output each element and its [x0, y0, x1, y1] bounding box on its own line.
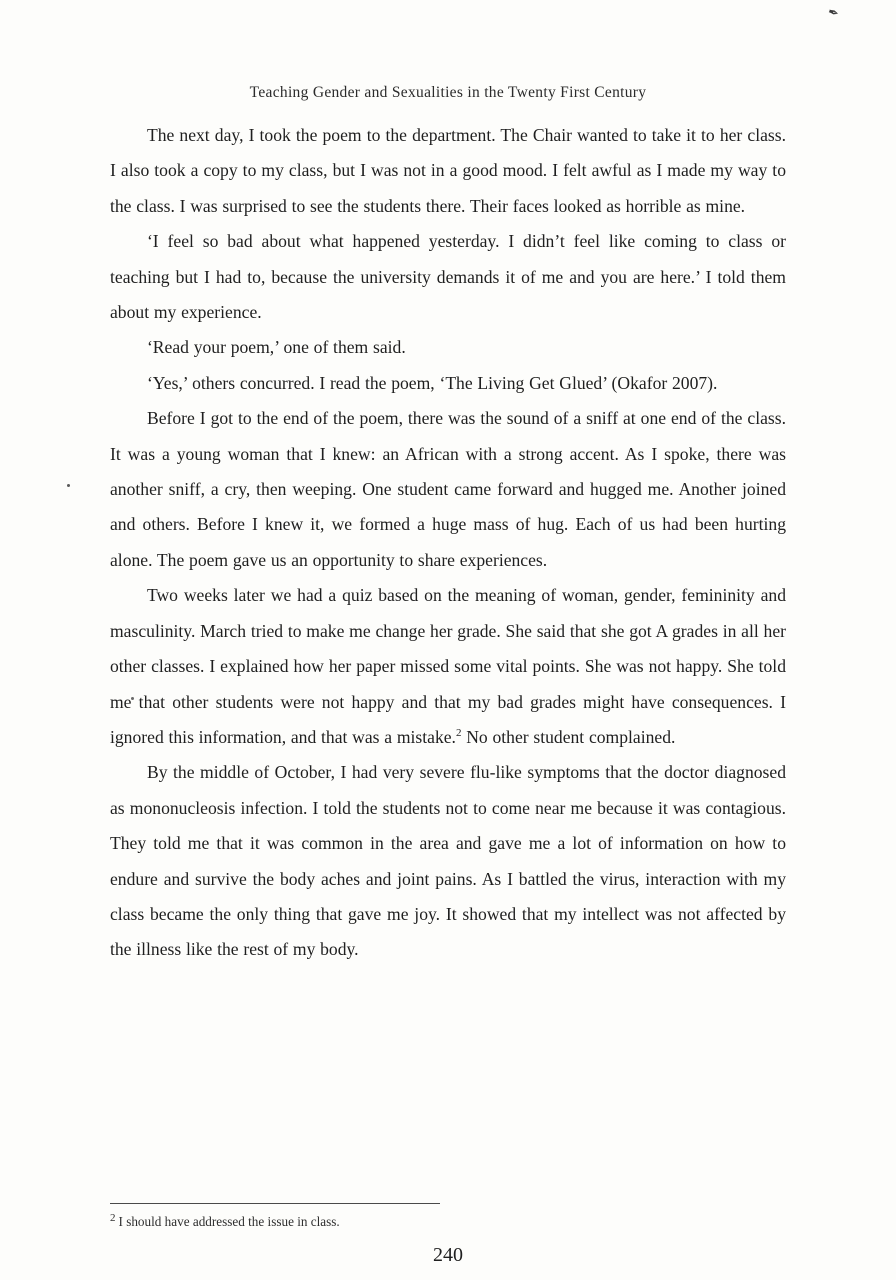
paragraph: ‘Read your poem,’ one of them said. [146, 337, 406, 358]
footnote-separator-rule [110, 1203, 440, 1204]
paragraph-text-continued: No other student complained. [461, 726, 676, 747]
footnote-reference[interactable]: 2 [455, 727, 462, 740]
pen-mark-icon: ✒ [825, 3, 841, 22]
paragraph-text: Two weeks later we had a quiz based on the meaning of woman, gender, femininity and masculinity. March tried to make me change her grade. She said that she got A grades in all her other classes. I explained how her paper missed some vital points. She was not happy. She told me that other students were not happy and that my bad grades might have consequences. I ignored this information, and that was a mistake. [110, 585, 786, 747]
paragraph: By the middle of October, I had very severe flu-like symptoms that the doctor diagnosed as mononucleosis infection. I told the students not to come near me because it was contagious. They told me that it was common in the area and gave me a lot of information on how to endure and survive the body aches and joint pains. As I battled the virus, interaction with my class became the only thing that gave me joy. It showed that my intellect was not affected by the illness like the rest of my body. [110, 762, 786, 960]
page-number: 240 [433, 1244, 463, 1266]
margin-speck [67, 484, 70, 487]
paragraph: ‘I feel so bad about what happened yesterday. I didn’t feel like coming to class or teaching but I had to, because the university demands it of me and you are here.’ I told them about my experience. [110, 231, 786, 323]
paragraph: The next day, I took the poem to the department. The Chair wanted to take it to her class. I also took a copy to my class, but I was not in a good mood. I felt awful as I made my way to the class. I was surprised to see the students there. Their faces looked as horrible as mine. [110, 125, 786, 216]
footnote [110, 1211, 786, 1230]
running-head: Teaching Gender and Sexualities in the Twenty First Century [249, 84, 647, 101]
paragraph: Before I got to the end of the poem, there was the sound of a sniff at one end of the class. It was a young woman that I knew: an African with a strong accent. As I spoke, there was another sniff, a cry, then weeping. One student came forward and hugged me. Another joined and others. Before I knew it, we formed a huge mass of hug. Each of us had been hurting alone. The poem gave us an opportunity to share experiences. [110, 408, 786, 570]
body-text-column [110, 118, 786, 968]
paragraph-with-footnote [110, 578, 786, 755]
footnote-area [110, 1203, 786, 1230]
paragraph: ‘Yes,’ others concurred. I read the poem, ‘The Living Get Glued’ (Okafor 2007). [146, 372, 718, 393]
footnote-number: 2 [110, 1211, 116, 1224]
footnote-body: I should have addressed the issue in class. [118, 1214, 340, 1229]
